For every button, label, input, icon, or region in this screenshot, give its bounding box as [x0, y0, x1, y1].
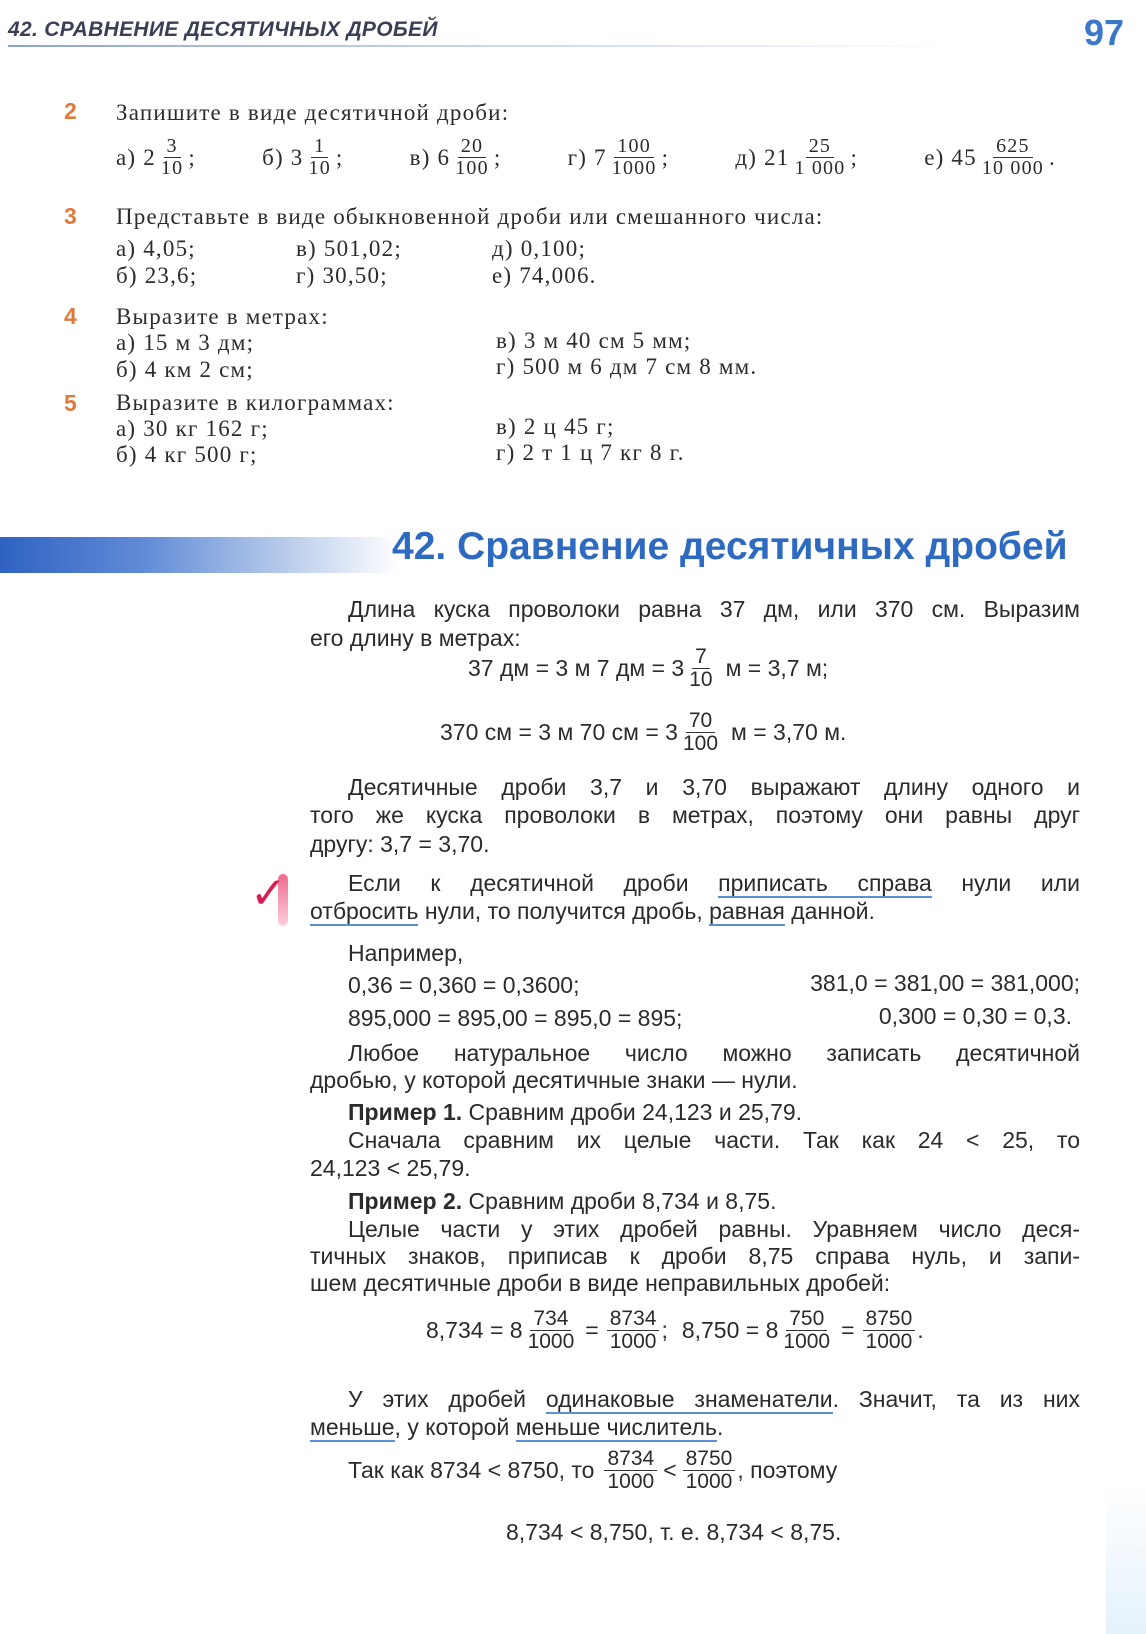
page-number: 97: [1083, 12, 1124, 53]
exercise-item: в) 501,02;: [296, 236, 402, 261]
paragraph-line: дробью, у которой десятичные знаки — нули.: [310, 1067, 798, 1093]
header-divider: [8, 45, 958, 47]
mixed-number: а) 2 $\frac{3}{10}$ ;: [116, 135, 196, 179]
example-equality: 381,0 = 381,00 = 381,000;: [810, 970, 1080, 996]
exercise-2-items: [116, 136, 1056, 179]
conclusion-line: 8,734 < 8,750, т. е. 8,734 < 8,75.: [506, 1519, 842, 1545]
exercise-text: Представьте в виде обыкновенной дроби или смешанного числа:: [116, 204, 824, 229]
exercise-number: 3: [64, 203, 77, 229]
exercise-item: в) 3 м 40 см 5 мм;: [496, 328, 692, 353]
rule-line: отбросить нули, то получится дробь, равная данной.: [310, 898, 875, 924]
example-equality: 0,36 = 0,360 = 0,3600;: [348, 972, 580, 998]
exercise-item: г) 500 м 6 дм 7 см 8 мм.: [496, 354, 758, 379]
section-heading-band: [0, 537, 400, 573]
mixed-number: д) 21 $\frac{25}{1 000}$ ;: [735, 135, 859, 179]
exercise-item: б) 23,6;: [116, 263, 198, 288]
example-equality: 895,000 = 895,00 = 895,0 = 895;: [348, 1005, 683, 1031]
exercise-number: 5: [64, 390, 77, 416]
paragraph-line: Сначала сравним их целые части. Так как 24 < 25, то: [348, 1127, 1080, 1153]
comparison-line: Так как 8734 < 8750, то $\frac{8734}{1000}$ < $\frac{8750}{1000}$ , поэтому: [348, 1447, 838, 1494]
exercise-item: а) 4,05;: [116, 236, 196, 261]
mixed-number: в) 6 $\frac{20}{100}$ ;: [409, 135, 502, 179]
paragraph-line: Длина куска проволоки равна 37 дм, или 370 см. Выразим: [348, 596, 1080, 622]
exercise-item: е) 74,006.: [492, 263, 597, 288]
paragraph-line: Любое натуральное число можно записать десятичной: [348, 1040, 1080, 1066]
equation: 37 дм = 3 м 7 дм = 3 $\frac{7}{10}$ м = 3,7 м;: [468, 645, 829, 692]
section-title: 42. Сравнение десятичных дробей: [392, 525, 1068, 568]
equation: 8,734 = 8 $\frac{734}{1000}$ = $\frac{8734}{1000}$ ; 8,750 = 8 $\frac{750}{1000}$ = $\frac{8750}{1000}$ .: [426, 1307, 924, 1354]
exercise-item: а) 15 м 3 дм;: [116, 330, 255, 355]
paragraph-line: Десятичные дроби 3,7 и 3,70 выражают длину одного и: [348, 774, 1080, 800]
example-2-heading: Пример 2. Сравним дроби 8,734 и 8,75.: [348, 1188, 777, 1214]
exercise-item: б) 4 кг 500 г;: [116, 442, 258, 467]
page-edge-tint: [1106, 1480, 1146, 1634]
rule-line: Если к десятичной дроби приписать справа нули или: [348, 870, 1080, 896]
paragraph-line: тичных знаков, приписав к дроби 8,75 справа нуль, и запи-: [310, 1243, 1080, 1269]
check-mark-icon: ✓: [250, 868, 287, 919]
mixed-number: г) 7 $\frac{100}{1000}$ ;: [567, 135, 670, 179]
example-intro: Например,: [348, 940, 464, 966]
exercise-number: 4: [64, 303, 77, 329]
mixed-number: е) 45 $\frac{625}{10 000}$ .: [924, 135, 1056, 179]
exercise-text: Выразите в килограммах:: [116, 390, 395, 415]
running-header-title: 42. СРАВНЕНИЕ ДЕСЯТИЧНЫХ ДРОБЕЙ: [8, 18, 438, 41]
exercise-item: д) 0,100;: [492, 236, 587, 261]
exercise-text: Выразите в метрах:: [116, 304, 329, 329]
example-equality: 0,300 = 0,30 = 0,3.: [878, 1003, 1072, 1029]
exercise-number: 2: [64, 98, 77, 124]
exercise-item: г) 2 т 1 ц 7 кг 8 г.: [496, 440, 685, 465]
exercise-item: а) 30 кг 162 г;: [116, 416, 269, 441]
exercise-text: Запишите в виде десятичной дроби:: [116, 100, 510, 125]
paragraph-line: У этих дробей одинаковые знаменатели. Значит, та из них: [348, 1386, 1081, 1412]
exercise-item: в) 2 ц 45 г;: [496, 414, 615, 439]
paragraph-line: шем десятичные дроби в виде неправильных дробей:: [310, 1270, 891, 1296]
exercise-item: г) 30,50;: [296, 263, 388, 288]
paragraph-line: меньше, у которой меньше числитель.: [310, 1414, 724, 1440]
paragraph-line: его длину в метрах:: [310, 625, 521, 651]
exercise-item: б) 4 км 2 см;: [116, 357, 254, 382]
paragraph-line: другу: 3,7 = 3,70.: [310, 831, 490, 857]
paragraph-line: того же куска проволоки в метрах, поэтому они равны друг: [310, 802, 1080, 828]
equation: 370 см = 3 м 70 см = 3 $\frac{70}{100}$ м = 3,70 м.: [440, 709, 847, 756]
mixed-number: б) 3 $\frac{1}{10}$ ;: [262, 135, 344, 179]
paragraph-line: Целые части у этих дробей равны. Уравняем число деся-: [348, 1216, 1080, 1242]
paragraph-line: 24,123 < 25,79.: [310, 1155, 471, 1181]
example-1-heading: Пример 1. Сравним дроби 24,123 и 25,79.: [348, 1099, 803, 1125]
